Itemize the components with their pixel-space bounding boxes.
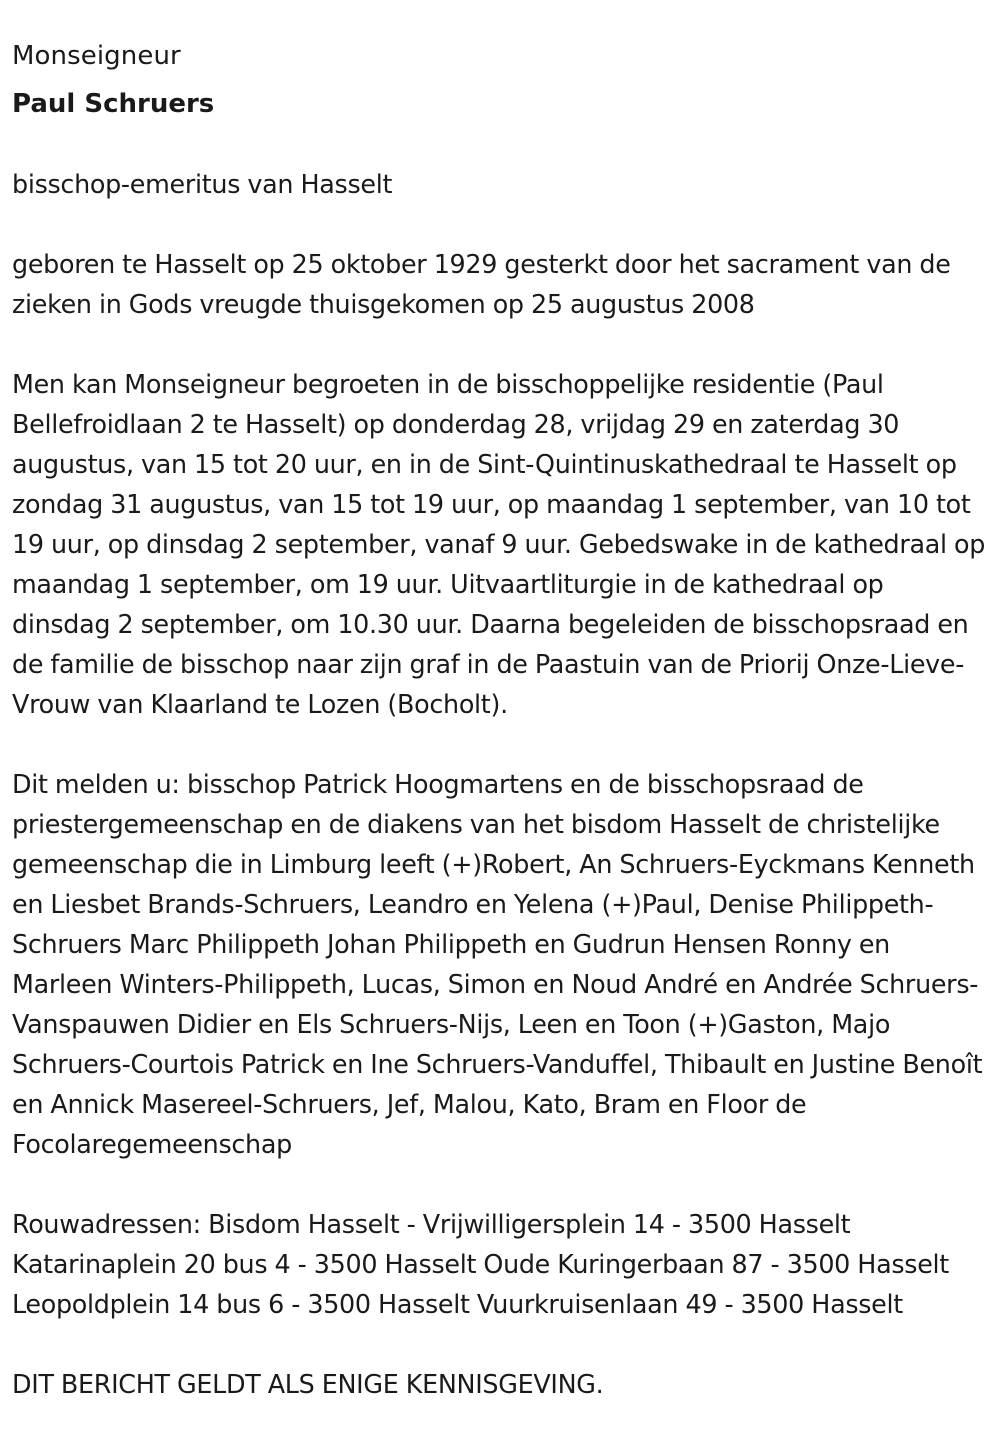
visitation-paragraph: Men kan Monseigneur begroeten in de bisschoppelijke residentie (Paul Bellefroidlaan 2 te Hasselt) op donderdag 28, vrijdag 29 en zaterdag 30 augustus, van 15 tot 20 uur, en in de Sint-Quintinuskathedraal te Hasselt op zondag 31 augustus, van 15 tot 19 uur, op maandag 1 september, van 10 tot 19 uur, op dinsdag 2 september, vanaf 9 uur. Gebedswake in de kathedraal op maandag 1 september, om 19 uur. Uitvaartliturgie in de kathedraal op dinsdag 2 september, om 10.30 uur. Daarna begeleiden de bisschopsraad en de familie de bisschop naar zijn graf in de Paastuin van de Priorij Onze-Lieve-Vrouw van Klaarland te Lozen (Bocholt). [12, 369, 986, 719]
deceased-title: bisschop-emeritus van Hasselt [12, 169, 393, 199]
addresses-paragraph: Rouwadressen: Bisdom Hasselt - Vrijwilligersplein 14 - 3500 Hasselt Katarinaplein 20 bus 4 - 3500 Hasselt Oude Kuringerbaan 87 - 3500 Hasselt Leopoldplein 14 bus 6 - 3500 Hasselt Vuurkruisenlaan 49 - 3500 Hasselt [12, 1209, 949, 1319]
birth-death-paragraph: geboren te Hasselt op 25 oktober 1929 gesterkt door het sacrament van de zieken in Gods vreugde thuisgekomen op 25 augustus 2008 [12, 249, 951, 319]
closing-statement: DIT BERICHT GELDT ALS ENIGE KENNISGEVING. [12, 1369, 604, 1399]
announced-by-paragraph: Dit melden u: bisschop Patrick Hoogmartens en de bisschopsraad de priestergemeenschap en de diakens van het bisdom Hasselt de christelijke gemeenschap die in Limburg leeft (+)Robert, An Schruers-Eyckmans Kenneth en Liesbet Brands-Schruers, Leandro en Yelena (+)Paul, Denise Philippeth-Schruers Marc Philippeth Johan Philippeth en Gudrun Hensen Ronny en Marleen Winters-Philippeth, Lucas, Simon en Noud André en Andrée Schruers-Vanspauwen Didier en Els Schruers-Nijs, Leen en Toon (+)Gaston, Majo Schruers-Courtois Patrick en Ine Schruers-Vanduffel, Thibault en Justine Benoît en Annick Masereel-Schruers, Jef, Malou, Kato, Bram en Floor de Focolaregemeenschap [12, 769, 983, 1159]
deceased-name: Paul Schruers [12, 89, 215, 119]
honorific: Monseigneur [12, 41, 181, 71]
